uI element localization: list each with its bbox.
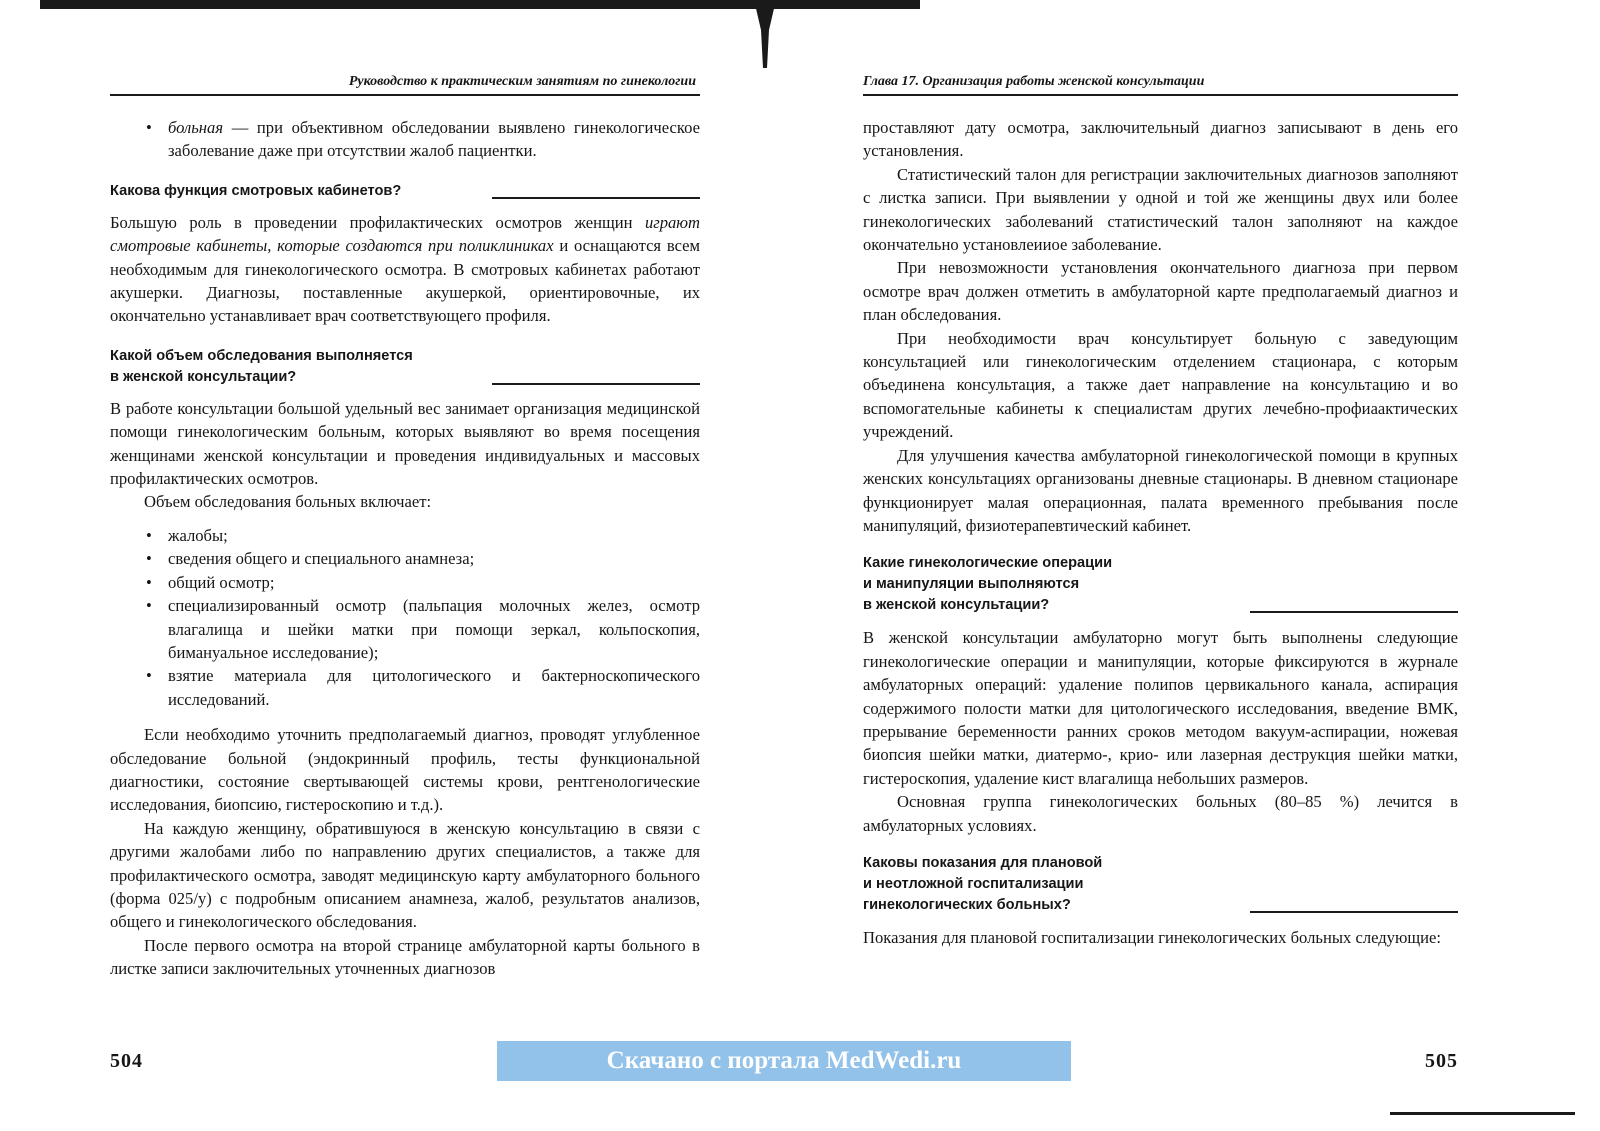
scan-top-edge — [40, 0, 920, 9]
paragraph: проставляют дату осмотра, заключительный диагноз записывают в день его установления. — [863, 118, 1458, 161]
paragraph: Для улучшения качества амбулаторной гинекологической помощи в крупных женских консультациях организованы дневные стационары. В дневном стационаре функционирует малая операционная, палата временного пребывания после манипуляций, физиотерапевтический кабинет. — [863, 445, 1458, 535]
heading-rule — [1250, 611, 1458, 613]
list-item: • общий осмотр; — [110, 571, 700, 594]
question-heading-line: гинекологических больных? — [863, 896, 1071, 913]
question-heading-line: Какие гинекологические операции — [863, 555, 1113, 572]
question-heading-line: в женской консультации? — [863, 597, 1050, 614]
text-run: и оснащаются всем необходимым для гинекологического осмотра. В смотровых кабинетах работают акушерки. Диагнозы, поставленные акушеркой, ориентировочные, их окончательно устанавливает врач соответствующего профиля. — [110, 236, 700, 326]
text-run-italic: играют смотровые кабинеты, которые создаются при поликлиниках — [110, 212, 700, 256]
list-item — [110, 116, 700, 163]
page-number: 505 — [1425, 1050, 1458, 1072]
paragraph: В работе консультации большой удельный вес занимает организация медицинской помощи гинекологическим больным, которых выявляют во время посещения женщинами женской консультации и проведения индивидуальных и массовых профилактических осмотров. — [110, 398, 700, 489]
paragraph: Если необходимо уточнить предполагаемый диагноз, проводят углубленное обследование больной (эндокринный профиль, тесты функциональной диагностики, состояние свертывающей системы крови, рентгенологические исследования, биопсию, гистероскопию и т.д.). — [110, 725, 700, 815]
running-header: Глава 17. Организация работы женской консультации — [863, 74, 1458, 96]
watermark-banner: Скачано с портала MedWedi.ru — [497, 1041, 1071, 1081]
term-definition: — при объективном обследовании выявлено гинекологическое заболевание даже при отсутствии жалоб пациентки. — [168, 118, 700, 161]
list-item: • сведения общего и специального анамнеза; — [110, 547, 700, 570]
question-heading-line: и манипуляции выполняются — [863, 576, 1080, 593]
bullet-list — [110, 524, 700, 711]
question-heading-line: и неотложной госпитализации — [863, 875, 1084, 892]
section-question — [863, 853, 1458, 916]
paragraph: При необходимости врач консультирует больную с заведующим консультацией или гинекологическим отделением стационара, с которым объединена консультация, а также дает направление на консультацию и во вспомогательные кабинеты к специалистам других лечебно-профиаактических учреждений. — [863, 328, 1458, 442]
scan-bottom-edge — [1390, 1112, 1575, 1115]
left-page-body — [110, 116, 700, 981]
text-run: Большую роль в проведении профилактических осмотров женщин — [110, 212, 645, 232]
question-heading-line: Каковы показания для плановой — [863, 854, 1103, 871]
list-item: • специализированный осмотр (пальпация молочных желез, осмотр влагалища и шейки матки при помощи зеркал, кольпоскопия, бимануальное исследование); — [110, 594, 700, 664]
heading-rule — [492, 383, 700, 385]
list-item: • взятие материала для цитологического и бактерноскопического исследований. — [110, 664, 700, 711]
paragraph: Показания для плановой госпитализации гинекологических больных следующие: — [863, 927, 1442, 947]
page-number: 504 — [110, 1050, 143, 1072]
paragraph: Основная группа гинекологических больных (80–85 %) лечится в амбулаторных условиях. — [863, 792, 1458, 835]
paragraph: При невозможности установления окончательного диагноза при первом осмотре врач должен отметить в амбулаторной карте предполагаемый диагноз и план обследования. — [863, 258, 1458, 325]
term-italic: больная — [168, 118, 224, 137]
list-item: • жалобы; — [110, 524, 700, 547]
right-page-body — [863, 116, 1458, 949]
question-heading-line: Какой объем обследования выполняется — [110, 347, 413, 364]
paragraph: На каждую женщину, обратившуюся в женскую консультацию в связи с другими жалобами либо по направлению других специалистов, а также для профилактического осмотра, заводят медицинскую карту амбулаторного больного (форма 025/у) с подробным описанием анамнеза, жалоб, результатов анализов, общего и гинекологического обследования. — [110, 818, 700, 932]
spine-shadow-shape — [750, 0, 780, 70]
bullet-list — [110, 116, 700, 163]
heading-rule — [1250, 911, 1458, 913]
running-header: Руководство к практическим занятиям по гинекологии — [110, 74, 700, 96]
paragraph: Объем обследования больных включает: — [144, 492, 432, 512]
section-question — [110, 181, 700, 202]
book-spine-shadow — [750, 0, 780, 70]
paragraph: После первого осмотра на второй странице амбулаторной карты больного в листке записи заключительных уточненных диагнозов — [110, 935, 700, 979]
paragraph: Статистический талон для регистрации заключительных диагнозов заполняют с листка записи. При выявлении у одной и той же женщины двух или более гинекологических заболеваний статистический талон заполняют на каждое окончательно установлеииое заболевание. — [863, 164, 1458, 255]
paragraph: В женской консультации амбулаторно могут быть выполнены следующие гинекологические операции и манипуляции, которые фиксируются в журнале амбулаторных операций: удаление полипов цервикального канала, аспирация содержимого полости матки для цитологического исследования, введение ВМК, прерывание беременности ранних сроков методом вакуум-аспирации, ножевая биопсия шейки матки, диатермо-, крио- или лазерная деструкция шейки матки, гистероскопия, удаление кист влагалища небольших размеров. — [863, 628, 1458, 788]
question-heading: Какова функция смотровых кабинетов? — [110, 182, 402, 199]
heading-rule — [492, 197, 700, 199]
section-question — [863, 553, 1458, 616]
paragraph — [110, 211, 700, 328]
section-question — [110, 346, 700, 388]
question-heading-line: в женской консультации? — [110, 368, 297, 385]
